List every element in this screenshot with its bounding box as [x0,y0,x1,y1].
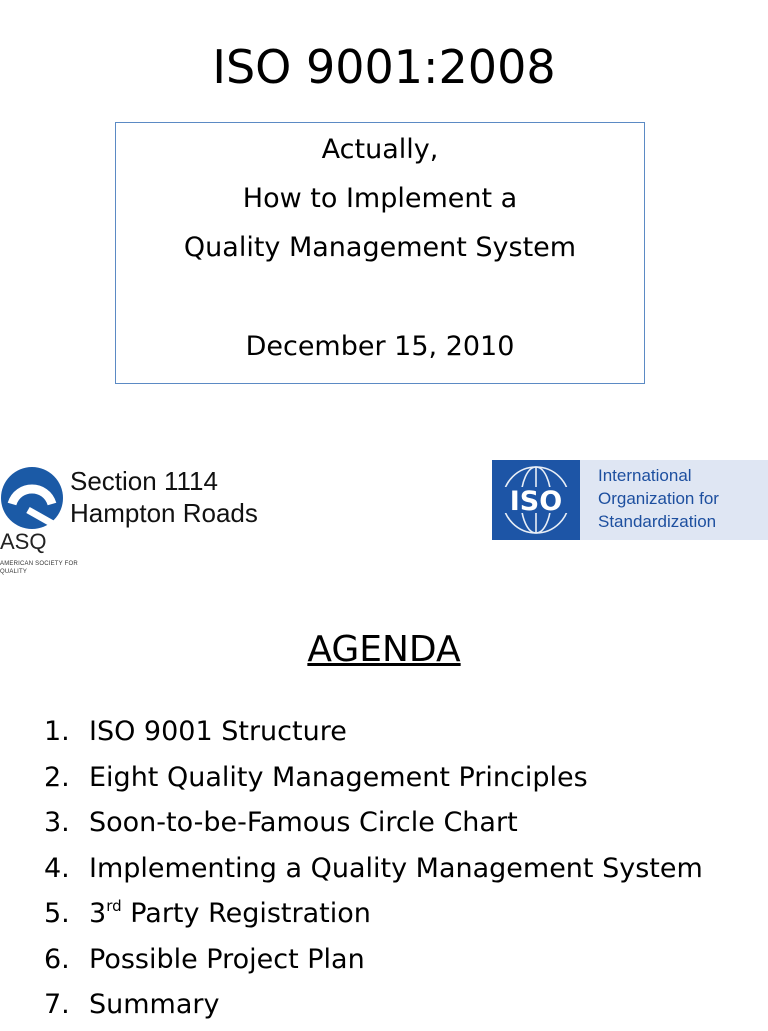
agenda-item [44,712,703,758]
agenda-item-text: Implementing a Quality Management System [89,852,703,884]
iso-emblem [492,460,580,540]
agenda-item-text [89,894,371,940]
agenda-list [44,712,703,1031]
asq-section-line-1: Section 1114 [70,466,218,496]
agenda-item-number: 4. [44,852,70,884]
iso-name-line-3: Standardization [598,512,717,531]
ordinal-number: 3 [89,898,107,929]
agenda-item [44,894,703,940]
agenda-item-number: 5. [44,898,70,929]
iso-name-line-1: International [598,466,692,485]
agenda-item-number: 7. [44,989,70,1020]
agenda-item [44,758,703,804]
page-title: ISO 9001:2008 [212,40,556,94]
globe-icon [492,460,580,540]
subtitle-line-2: How to Implement a [242,183,518,214]
subtitle-date: December 15, 2010 [245,331,515,362]
asq-section-line-2: Hampton Roads [70,498,258,528]
agenda-item-number: 1. [44,716,70,747]
agenda-item-number: 3. [44,807,70,838]
agenda-item [44,940,703,986]
agenda-item [44,803,703,849]
subtitle-box [115,122,645,384]
agenda-item-text: Summary [89,989,220,1020]
asq-tagline: AMERICAN SOCIETY FOR QUALITY [0,561,78,575]
agenda-item-number: 6. [44,943,70,975]
agenda-item-text: Eight Quality Management Principles [89,761,588,793]
asq-q-icon [0,466,64,530]
iso-name-line-2: Organization for [598,489,719,508]
agenda-item-text: ISO 9001 Structure [89,716,347,747]
asq-logo [0,464,290,582]
agenda-item-number: 2. [44,761,70,793]
agenda-item [44,849,703,895]
ordinal-suffix: rd [106,897,122,915]
agenda-heading: AGENDA [307,629,461,670]
subtitle-line-1: Actually, [321,134,439,165]
agenda-item-text: Possible Project Plan [89,943,365,975]
subtitle-line-3: Quality Management System [183,232,577,263]
iso-emblem-text: ISO [509,486,563,517]
asq-abbreviation: ASQ [0,529,47,554]
agenda-item-text-rest: Party Registration [121,898,371,929]
agenda-item-text: Soon-to-be-Famous Circle Chart [89,807,518,838]
iso-logo [492,460,768,540]
